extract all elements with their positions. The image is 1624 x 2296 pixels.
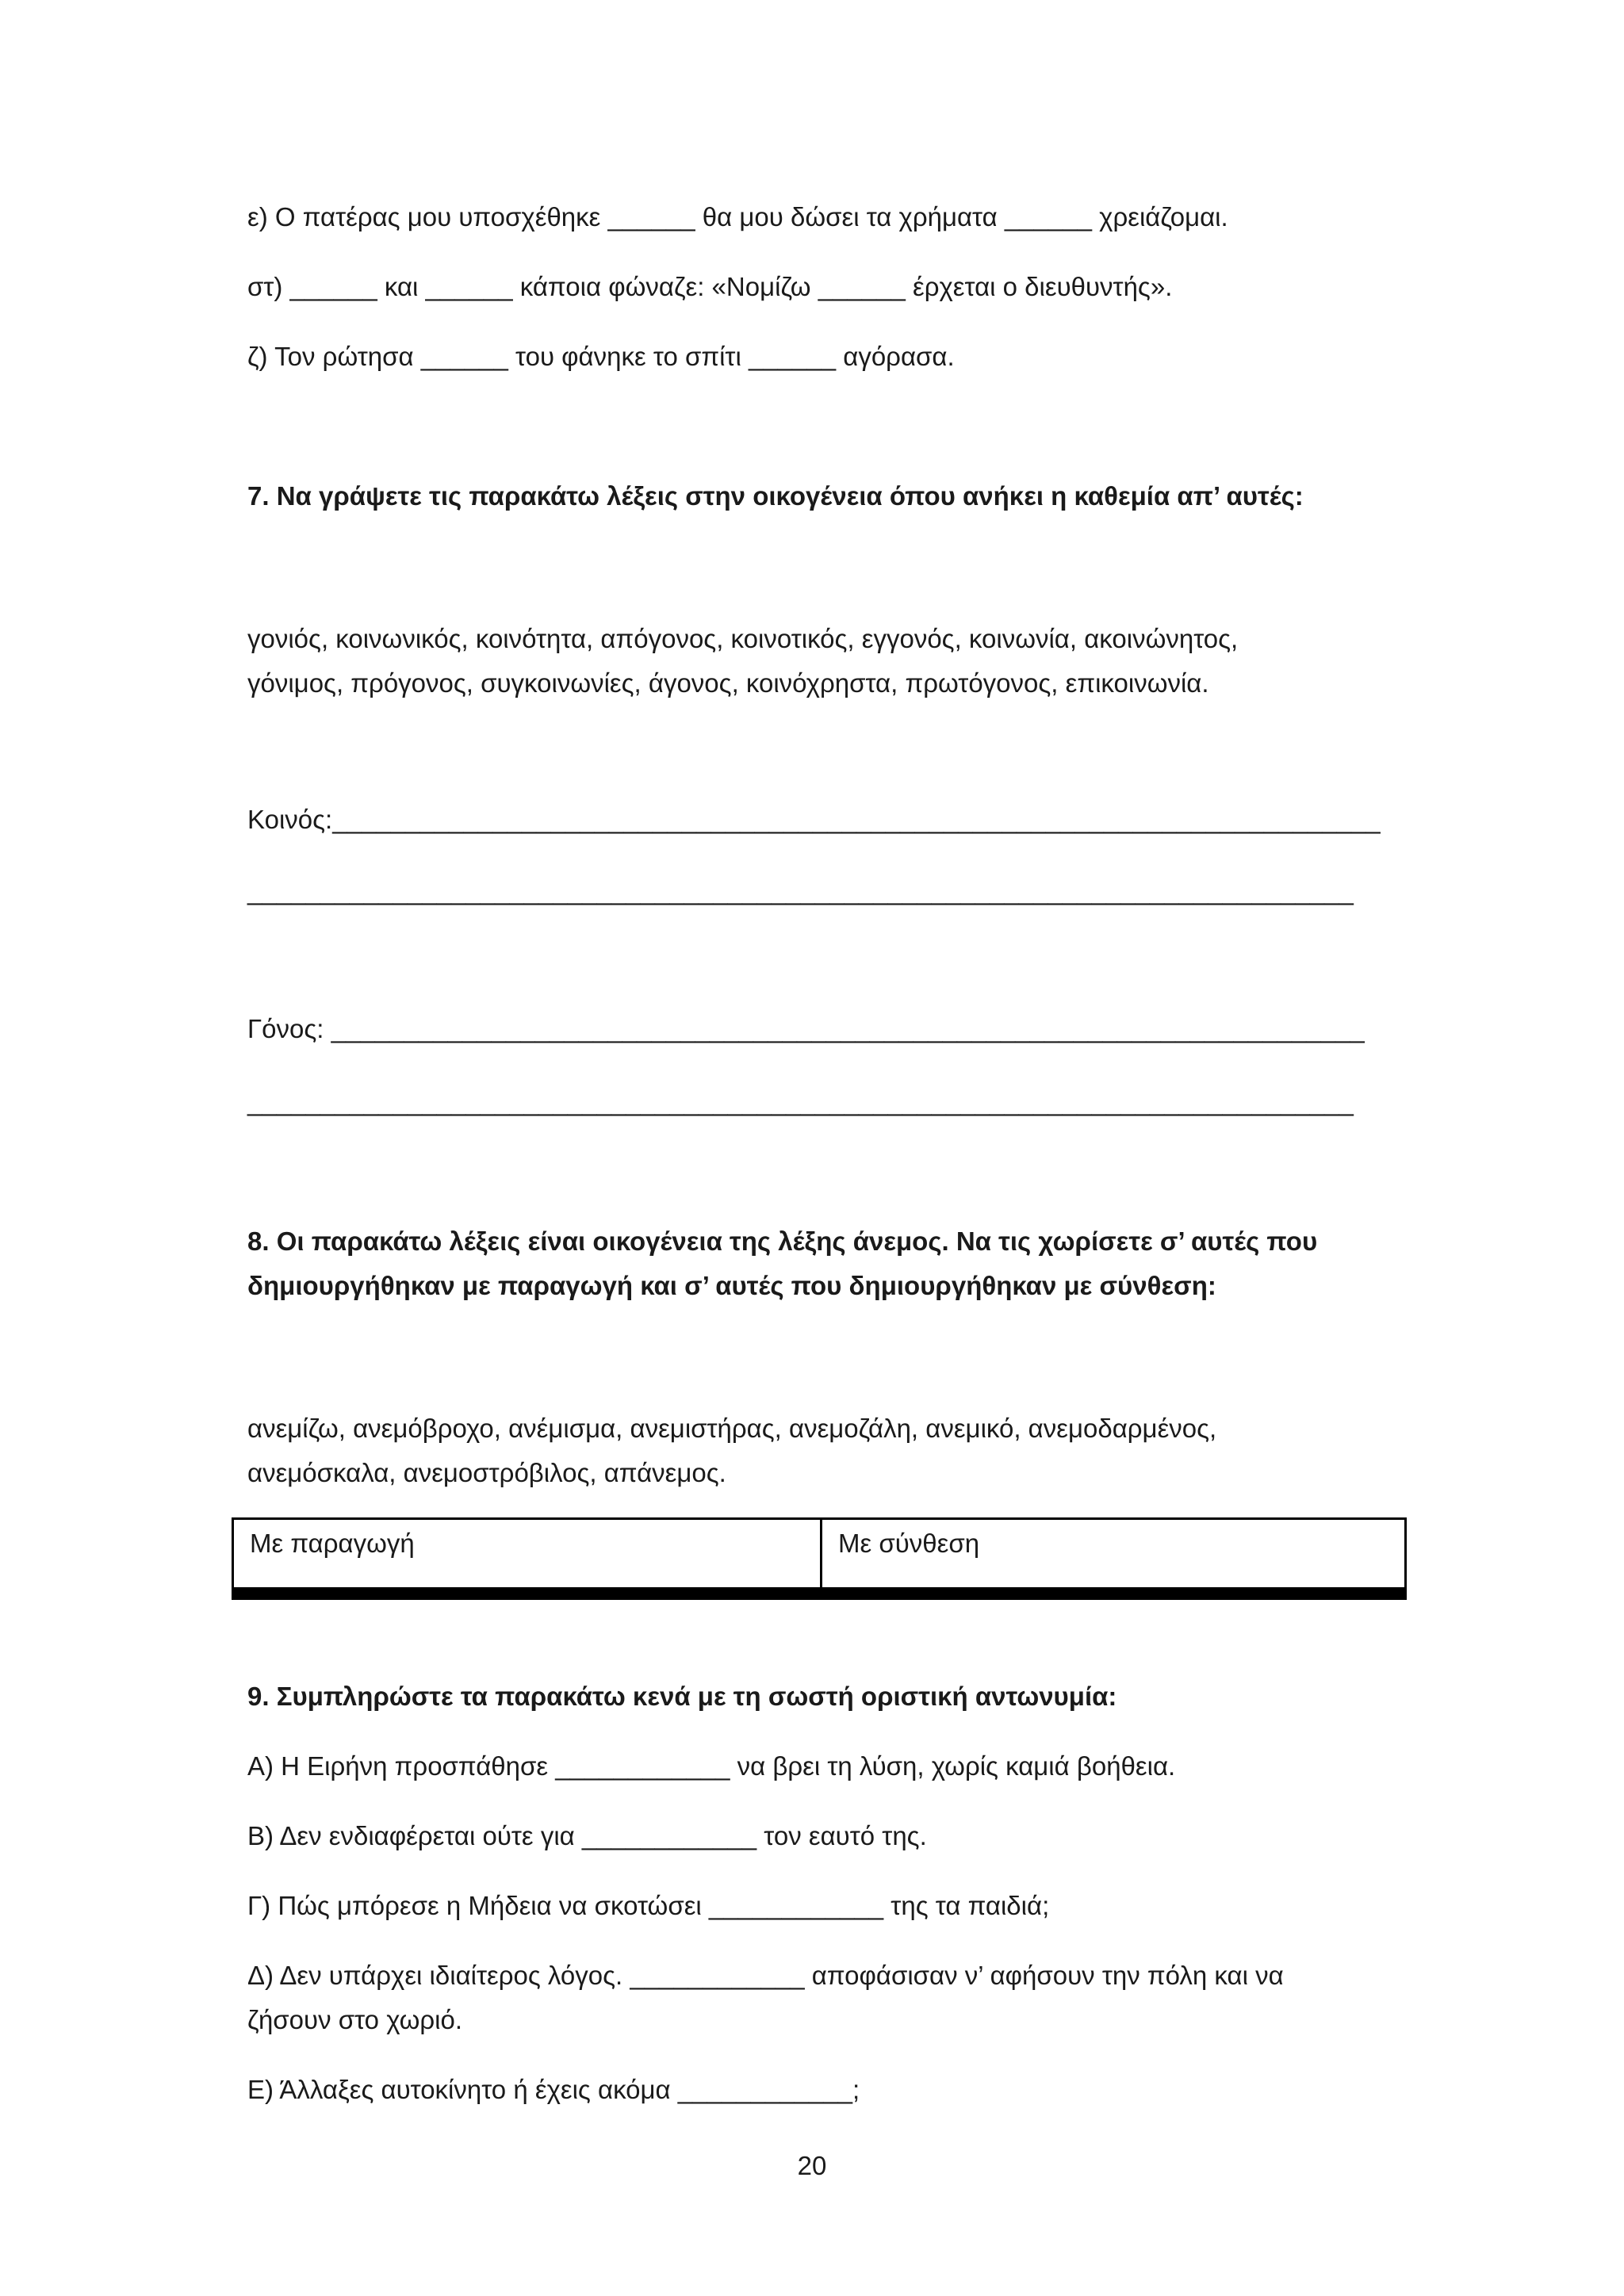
exercise-6-item-z: ζ) Τον ρώτησα ______ του φάνηκε το σπίτι ______ αγόρασα.	[247, 342, 955, 371]
exercise-7-words-line-2: γόνιμος, πρόγονος, συγκοινωνίες, άγονος, κοινόχρηστα, πρωτόγονος, επικοινωνία.	[247, 668, 1209, 698]
exercise-6-item-st: στ) ______ και ______ κάποια φώναζε: «Νομίζω ______ έρχεται ο διευθυντής».	[247, 272, 1173, 301]
exercise-8-heading-line-1: 8. Οι παρακάτω λέξεις είναι οικογένεια της λέξης άνεμος. Να τις χωρίσετε σ’ αυτές που	[247, 1226, 1318, 1256]
exercise-7-heading: 7. Να γράψετε τις παρακάτω λέξεις στην οικογένεια όπου ανήκει η καθεμία απ’ αυτές:	[247, 481, 1304, 511]
classification-table	[232, 1517, 1407, 1600]
table-header-derivation: Με παραγωγή	[234, 1520, 822, 1587]
koinos-answer-line[interactable]: Κοινός:________________________________________________________________________	[247, 805, 1381, 834]
exercise-9-heading: 9. Συμπληρώστε τα παρακάτω κενά με τη σωστή οριστική αντωνυμία:	[247, 1682, 1117, 1711]
table-header-composition: Με σύνθεση	[838, 1529, 980, 1558]
gonos-answer-blank[interactable]: ____________________________________________________________________________	[247, 1087, 1354, 1116]
exercise-9-item-b: Β) Δεν ενδιαφέρεται ούτε για ____________ τον εαυτό της.	[247, 1821, 927, 1850]
gonos-answer-line[interactable]: Γόνος: _______________________________________________________________________	[247, 1014, 1365, 1043]
page-number: 20	[797, 2151, 827, 2180]
exercise-9-item-d-line-2: ζήσουν στο χωριό.	[247, 2005, 463, 2034]
exercise-9-item-c: Γ) Πώς μπόρεσε η Μήδεια να σκοτώσει ____________ της τα παιδιά;	[247, 1891, 1050, 1920]
exercise-9-item-a: Α) Η Ειρήνη προσπάθησε ____________ να βρει τη λύση, χωρίς καμιά βοήθεια.	[247, 1751, 1176, 1781]
exercise-8-words-line-1: ανεμίζω, ανεμόβροχο, ανέμισμα, ανεμιστήρας, ανεμοζάλη, ανεμικό, ανεμοδαρμένος,	[247, 1414, 1217, 1443]
exercise-8-heading-line-2: δημιουργήθηκαν με παραγωγή και σ’ αυτές που δημιουργήθηκαν με σύνθεση:	[247, 1271, 1216, 1300]
exercise-9-item-e: Ε) Άλλαξες αυτοκίνητο ή έχεις ακόμα ____________;	[247, 2075, 860, 2104]
exercise-8-words-line-2: ανεμόσκαλα, ανεμοστρόβιλος, απάνεμος.	[247, 1458, 726, 1487]
exercise-6-item-e: ε) Ο πατέρας μου υποσχέθηκε ______ θα μου δώσει τα χρήματα ______ χρειάζομαι.	[247, 202, 1228, 232]
exercise-9-item-d-line-1: Δ) Δεν υπάρχει ιδιαίτερος λόγος. ____________ αποφάσισαν ν’ αφήσουν την πόλη και να	[247, 1961, 1284, 1990]
koinos-answer-blank[interactable]: ____________________________________________________________________________	[247, 876, 1354, 905]
exercise-7-words-line-1: γονιός, κοινωνικός, κοινότητα, απόγονος, κοινοτικός, εγγονός, κοινωνία, ακοινώνητος,	[247, 624, 1239, 653]
